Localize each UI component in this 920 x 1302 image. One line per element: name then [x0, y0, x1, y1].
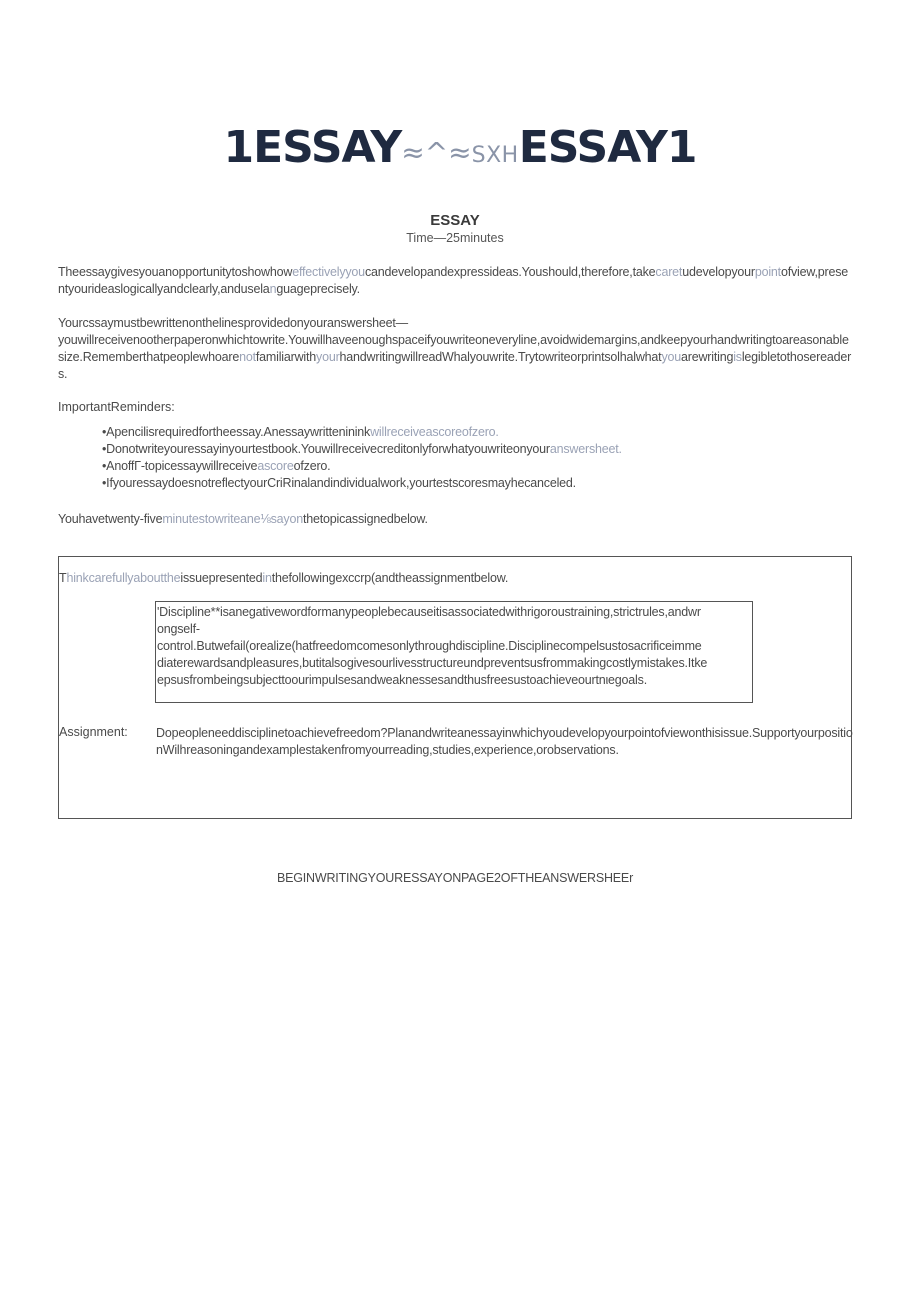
assignment-text: Dopeopleneeddisciplinetoachievefreedom?Planandwriteanessayinwhichyoudevelopyourpointofviewonthisissue.SupportyourpositionWilhreasoningandexamplestakenfromyourreading,studies,experience,orobservations.: [156, 726, 853, 757]
essay-title: ESSAY: [430, 212, 480, 229]
banner-mid-symbols: ≈^≈: [401, 136, 472, 169]
text-run: thefollowingexccrp(andtheassignmentbelow.: [271, 571, 509, 585]
reminders-title: ImportantReminders:: [58, 400, 175, 414]
text-run: caret: [655, 265, 683, 279]
text-run: youwillreceivenootherpaperonwhichtowrite.Youwillhaveenoughspaceifyouwriteoneveryline,avoidwidemargins,andkeepyourhandwritingtoareasonablesize.Rememberthatpeoplewhoare: [58, 333, 849, 364]
banner-left-word: 1ESSAY: [223, 122, 402, 173]
text-run: answersheet.: [549, 442, 622, 456]
reminder-item: [102, 475, 842, 492]
text-run: your: [316, 350, 340, 364]
banner-mid-letters: SXH: [471, 143, 519, 168]
text-run: willreceiveascoreofzero.: [370, 425, 499, 439]
text-run: candevelopandexpressideas.Youshould,therefore,take: [364, 265, 656, 279]
prompt-intro: [59, 571, 839, 585]
intro-paragraph-1: [58, 264, 853, 298]
text-run: arewriting: [681, 350, 734, 364]
text-run: thetopicassignedbelow.: [302, 512, 428, 526]
text-run: handwritingwillreadWhalyouwrite.Trytowriteorprintsolhalwhat: [339, 350, 662, 364]
reminder-item: [102, 441, 842, 458]
text-run: guageprecisely.: [276, 282, 360, 296]
text-run: effectivelyyou: [292, 265, 365, 279]
text-run: issuepresented: [180, 571, 263, 585]
reminder-item: [102, 458, 842, 475]
text-run: point: [754, 265, 781, 279]
text-run: ascore: [257, 459, 294, 473]
text-run: Γ-topicessaywillreceive: [134, 459, 258, 473]
text-run: •Anoff: [102, 459, 135, 473]
text-run: hink: [66, 571, 89, 585]
quote-line: diaterewardsandpleasures,butitalsogivesourlivesstructureundpreventsusfrommakingcostlymistakes.Itke: [157, 656, 708, 670]
text-run: •IfyouressaydoesnotreflectyourCriRinalandindividualwork,yourtestscoresmayhecanceled.: [102, 476, 576, 490]
text-run: carefullyabout: [88, 571, 164, 585]
text-run: not: [239, 350, 256, 364]
text-run: minutestowriteane⅛sayon: [162, 512, 303, 526]
text-run: Youhavetwenty-five: [58, 512, 163, 526]
text-run: is: [733, 350, 742, 364]
text-run: ofview,presentyourideaslogicallyandclearly,andusela: [58, 265, 849, 296]
quote-line: 'Discipline**isanegativewordformanypeoplebecauseitisassociatedwithrigoroustraining,strictrules,andwr: [157, 605, 701, 619]
banner-right-word: ESSAY1: [518, 122, 697, 173]
reminder-item: [102, 424, 842, 441]
quote-line: ongself-: [157, 622, 200, 636]
quoted-excerpt: [155, 601, 753, 703]
text-run: legibletothosereaders.: [58, 350, 852, 381]
text-run: ofzero.: [293, 459, 331, 473]
text-run: udevelopyour: [682, 265, 755, 279]
text-run: in: [262, 571, 272, 585]
text-run: the: [163, 571, 181, 585]
time-instruction: [58, 511, 853, 528]
assignment-label: Assignment:: [59, 725, 128, 739]
essay-prompt-box: [58, 556, 852, 819]
text-run: you: [661, 350, 682, 364]
begin-writing-note: BEGINWRITINGYOURESSAYONPAGE2OFTHEANSWERSHEEr: [276, 871, 634, 885]
text-run: •Donotwriteyouressayinyourtestbook.Youwillreceivecreditonlyforwhatyouwriteonyour: [102, 442, 550, 456]
section-banner: [0, 122, 920, 173]
quote-line: epsusfrombeingsubjecttoourimpulsesandweaknessesandthusfreesustoachieveourtnιegoals.: [157, 673, 647, 687]
intro-paragraph-2: [58, 315, 853, 383]
quote-line: control.Butwefail(orealize(hatfreedomcomesonlythroughdiscipline.Disciplinecompelsustosacrificeimme: [157, 639, 702, 653]
text-run: •Apencilisrequiredfortheessay.: [102, 425, 264, 439]
reminders-list: [102, 424, 842, 492]
text-run: familiarwith: [255, 350, 317, 364]
text-run: Theessaygivesyouanopportunitytoshowhow: [58, 265, 293, 279]
text-run: n: [269, 282, 277, 296]
time-limit: Time—25minutes: [406, 231, 504, 245]
text-run: Yourcssaymustbewrittenonthelinesprovidedonyouranswersheet—: [58, 316, 408, 330]
text-run: T: [59, 571, 67, 585]
text-run: Anessaywritteninink: [263, 425, 371, 439]
